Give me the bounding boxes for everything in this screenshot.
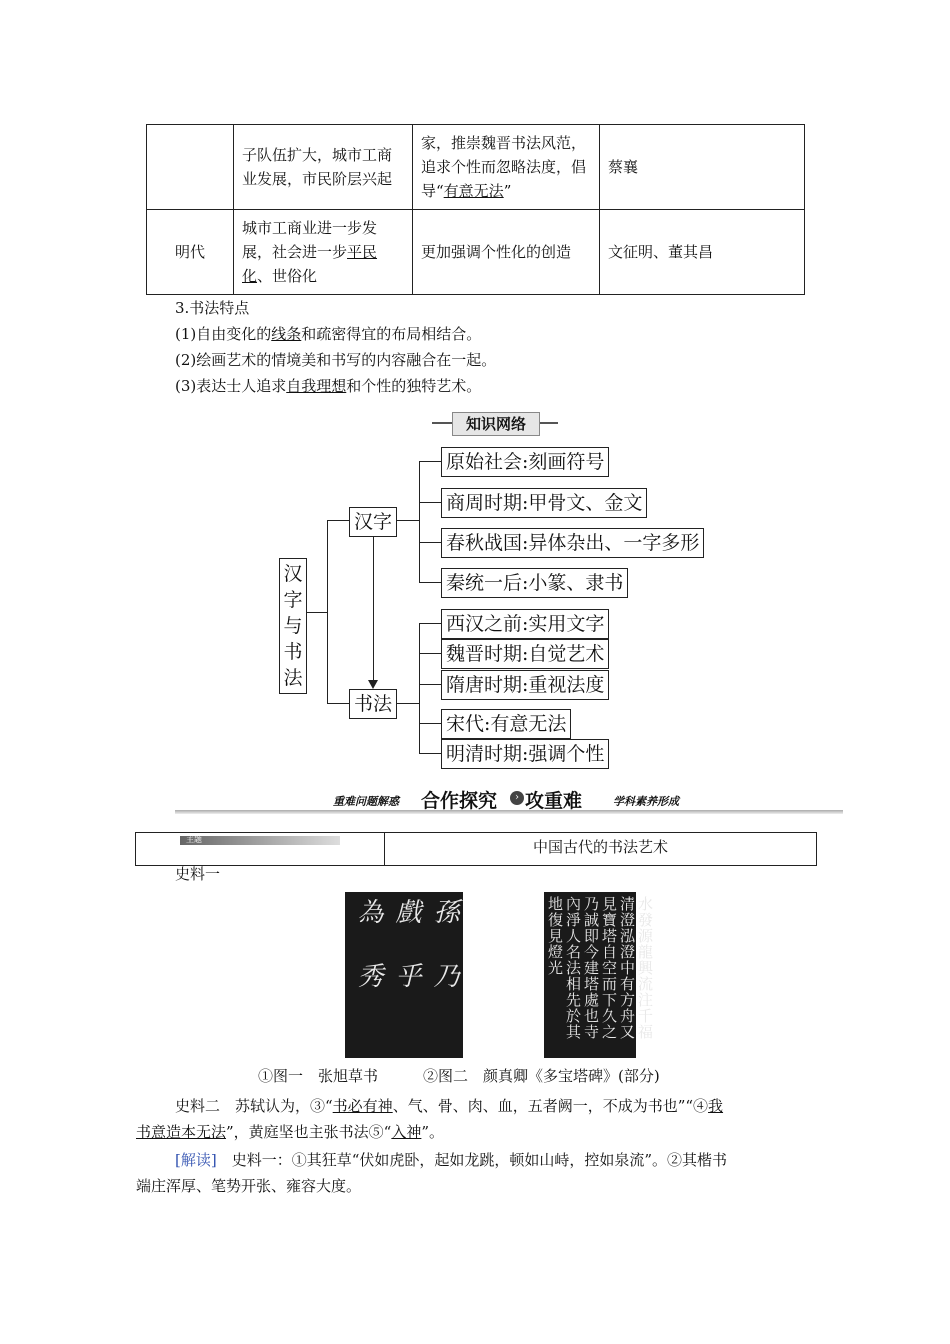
image-caption: ①图一 张旭草书 ②图二 颜真卿《多宝塔碑》(部分): [258, 1067, 660, 1085]
reading-tag: [解读]: [175, 1151, 217, 1169]
root-node: 汉字与书法: [279, 558, 307, 694]
society-cell: 子队伍扩大，城市工商业发展，市民阶层兴起: [234, 125, 413, 210]
feature-point-3: (3)表达士人追求自我理想和个性的独特艺术。: [175, 377, 482, 395]
topic-title: 中国古代的书法艺术: [532, 838, 668, 856]
shufa-item: 隋唐时期:重视法度: [441, 670, 609, 700]
hanzi-item: 原始社会:刻画符号: [441, 447, 609, 477]
chevron-right-icon: ›: [510, 791, 524, 805]
shufa-item: 明清时期:强调个性: [441, 739, 609, 769]
people-cell: 蔡襄: [600, 125, 805, 210]
reading-line1: [解读] 史料一：①其狂草“伏如虎卧，起如龙跳，顿如山峙，控如泉流”。②其楷书: [175, 1151, 728, 1169]
era-cell: 明代: [147, 210, 234, 295]
hanzi-item: 商周时期:甲骨文、金文: [441, 488, 647, 518]
people-cell: 文征明、董其昌: [600, 210, 805, 295]
regular-script-stele-image: 水發源龍興流注千福清澄泓澄中有方舟又見寶塔自空而下久之乃誠即今建塔處也寺內淨人名法相先於其地復見燈光: [544, 892, 636, 1058]
section-band: 重难问题解惑 合作探究 › 攻重难 学科素养形成: [175, 786, 843, 816]
feature-point-2: (2)绘画艺术的情境美和书写的内容融合在一起。: [175, 351, 497, 369]
shufa-node: 书法: [349, 689, 397, 719]
hanzi-item: 春秋战国:异体杂出、一字多形: [441, 528, 704, 558]
hanzi-item: 秦统一后:小篆、隶书: [441, 568, 628, 598]
shufa-item: 魏晋时期:自觉艺术: [441, 639, 609, 669]
reading-line2: 端庄浑厚、笔势开张、雍容大度。: [136, 1177, 362, 1195]
topic-tag: 主题: [180, 836, 340, 845]
era-cell: [147, 125, 234, 210]
society-cell: 城市工商业进一步发展，社会进一步平民化、世俗化: [234, 210, 413, 295]
material1-label: 史料一: [175, 865, 221, 883]
arrow-down-icon: [368, 680, 378, 689]
section-heading: 3.书法特点: [175, 299, 250, 317]
network-banner: 知识网络: [432, 412, 558, 434]
hanzi-node: 汉字: [349, 507, 397, 537]
topic-table: [135, 832, 817, 866]
feature-cell: 更加强调个性化的创造: [413, 210, 600, 295]
table-row: [147, 210, 805, 295]
shufa-item: 西汉之前:实用文字: [441, 609, 609, 639]
table-row: [147, 125, 805, 210]
history-table: [146, 124, 805, 295]
feature-cell: 家，推崇魏晋书法风范，追求个性而忽略法度，倡导“有意无法”: [413, 125, 600, 210]
shufa-item: 宋代:有意无法: [441, 709, 571, 739]
feature-point-1: (1)自由变化的线条和疏密得宜的布局相结合。: [175, 325, 482, 343]
material2-line1: 史料二 苏轼认为，③“书必有神、气、骨、肉、血，五者阙一，不成为书也”“④我: [175, 1097, 724, 1115]
cursive-calligraphy-image: 孫 乃 戲 乎 為 秀: [345, 892, 463, 1058]
material2-line2: 书意造本无法”，黄庭坚也主张书法⑤“入神”。: [136, 1123, 445, 1141]
